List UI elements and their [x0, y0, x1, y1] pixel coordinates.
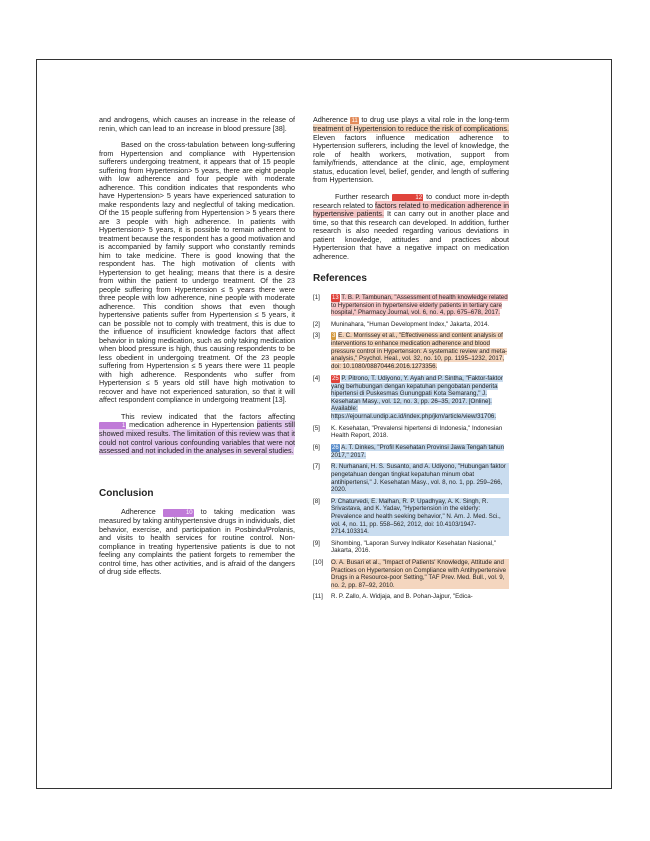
annotation-marker[interactable]: 12 — [392, 194, 423, 202]
right-column — [313, 116, 509, 605]
highlight-purple[interactable]: patients still showed mixed results. The limitation of this review was that it could not control various confounding variables that were not assessed and not included in the analyses in several studies. — [99, 420, 295, 455]
highlight-orange[interactable]: E. C. Morrissey et al., "Effectiveness and content analysis of interventions to enhance medication adherence and blood pressure control in Hypertension: A systematic review and meta-analysis," Psychol. Heal., vol. 32, no. 10, pp. 1195–1232, 2017, doi: 10.1080/08870446.2016.1273356. — [331, 332, 508, 371]
paragraph-further-research — [313, 193, 509, 262]
annotation-marker[interactable]: 25 — [332, 375, 339, 382]
annotation-marker[interactable]: 13 — [332, 294, 339, 301]
reference-item: [10] O. A. Busari et al., "Impact of Patients' Knowledge, Attitude and Practices on Hypertension on Compliance with Antihypertensive Drugs in a Resource-poor Setting," TAF Prev. Med. Bull., vol. 9, no. 2, pp. 87–92, 2010. — [313, 559, 509, 589]
highlight-red[interactable]: factors related to medication adherence in hypertensive patients. — [313, 200, 509, 218]
annotation-marker[interactable]: 11 — [351, 118, 358, 124]
research-text-a: Further research — [335, 191, 390, 201]
paragraph-review-limitation — [99, 413, 295, 456]
references-list — [313, 294, 509, 601]
highlight-blue[interactable]: R. Nurhanani, H. S. Susanto, and A. Udiyono, "Hubungan faktor pengetahuan dengan tingkat kepatuhan minum obat antihipertensi," J. Kesehatan Masy., vol. 8, no. 1, pp. 259–266, 2020. — [331, 463, 509, 493]
references-heading: References — [313, 273, 367, 284]
highlight-orange[interactable]: treatment of Hypertension to reduce the risk of complications. — [313, 124, 509, 133]
annotation-marker[interactable]: 1 — [99, 422, 126, 430]
reference-item: [2] Muninahara, "Human Development Index," Jakarta, 2014. — [313, 320, 490, 328]
research-text-b: to conduct more in-depth research related to — [313, 191, 509, 210]
reference-item: [6] 26 A. T. Dinkes, "Profil Kesehatan Provinsi Jawa Tengah tahun 2017," 2017. — [313, 443, 505, 459]
reference-item: [11] R. P. Zallo, A. Widjaja, and B. Pohan-Jajpur, "Edica- — [313, 593, 473, 601]
highlight-blue[interactable]: A. T. Dinkes, "Profil Kesehatan Provinsi Jawa Tengah tahun 2017," 2017. — [331, 443, 505, 459]
conclusion-heading: Conclusion — [99, 487, 154, 499]
highlight-red[interactable]: T. B. P. Tambunan, "Assessment of health knowledge related to Hypertension in hypertensive elderly patients in tertiary care hospital," Pharmacy Journal, vol. 6, no. 4, pp. 675–678, 2017. — [331, 293, 508, 317]
paragraph-androgens: and androgens, which causes an increase in the release of renin, which can lead to an increase in blood pressure [38]. — [99, 115, 295, 133]
reference-item: [1] 13 T. B. P. Tambunan, "Assessment of health knowledge related to Hypertension in hypertensive elderly patients in tertiary care hospital," Pharmacy Journal, vol. 6, no. 4, pp. 675–678, 2017. — [313, 293, 508, 317]
left-column — [99, 116, 295, 585]
review-text-b: medication adherence in Hypertension — [129, 420, 254, 429]
annotation-marker[interactable]: 26 — [332, 444, 339, 451]
highlight-blue[interactable]: P. Chaturvedi, E. Malhan, R. P. Upadhyay, A. K. Singh, R. Srivastava, and K. Yadav, "Hypertension in the elderly: Prevalence and health seeking behavior," N. Am. J. Med. Sci., vol. 4, no. 11, pp. 558–562, 2012, doi: 10.4103/1947-2714.103314. — [331, 498, 509, 536]
review-text-a: This review indicated that the factors affecting — [121, 411, 295, 421]
annotation-marker[interactable]: 10 — [163, 509, 194, 517]
reference-item: [7] R. Nurhanani, H. S. Susanto, and A. Udiyono, "Hubungan faktor pengetahuan dengan tingkat kepatuhan minum obat antihipertensi," J. Kesehatan Masy., vol. 8, no. 1, pp. 259–266, 2020. — [313, 463, 509, 493]
conclusion-text-b: to taking medication was measured by taking antihypertensive drugs in individuals, diet behavior, exercise, and participation in Posbindu/Prolanis, and visits to health services for routine control. Non-compliance in treating hypertensive patients is due to not feeling any complaints the patient forgets to remember the control time, has other activities, and is afraid of the dangers of drug side effects. — [99, 507, 295, 576]
reference-item: [9] Sihombing, "Laporan Survey Indikator Kesehatan Nasional," Jakarta, 2016. — [313, 539, 497, 555]
highlight-blue[interactable]: P. Pitrono, T. Udiyono, Y. Ayah and P. Sintha, "Faktor-faktor yang berhubungan dengan kepatuhan pengobatan penderita hipertensi di Puskesmas Gunungpati Kota Semarang," J. Kesehatan Masy., vol. 12, no. 3, pp. 26–35, 2017. [Online]. Available: https://ejournal.undip.ac.id/index.php/jkm/article/view/31706. — [331, 374, 503, 421]
research-text-c: It can carry out in another place and time, so that this research can developed. In addition, further research is also needed regarding various deviations in patient knowledge, attitudes and practices about Hypertension that have a negative impact on medication adherence. — [313, 209, 510, 261]
conclusion-text-a: Adherence — [121, 507, 156, 516]
annotation-marker[interactable]: 3 — [332, 333, 336, 340]
adherence-text-a: Adherence — [313, 115, 348, 124]
adherence-text-b: to drug use plays a vital role in the long-term — [361, 115, 509, 124]
paragraph-cross-tabulation: Based on the cross-tabulation between long-suffering from Hypertension and compliance with Hypertension sufferers undergoing treatment, it appears that of 15 people suffering from Hypertension> 5 years, there are eight people with low adherence and four people with moderate adherence. This condition indicates that respondents who have Hypertension> 5 years have experienced saturation to make respondents lazy and neglectful of taking medication. Of the 15 people suffering from Hypertension > 5 years there are 3 people with high adherence. In patients with Hypertension> 5 years, it is possible to remain adherent to treatment because the respondent has a good motivation and is accompanied by family support who constantly reminds him to take medicine. There is good knowing that the respondent has. The high motivation of clients with Hypertension to get healing; means that there is a desire from within the patient to undergo treatment. Of the 23 people suffering from Hypertension ≤ 5 years there were three people with low adherence, nine people with moderate adherence. This condition shows that even though hypertensive patients suffer from Hypertension ≤ 5 years, it can be possible not to comply with treatment, this is due to the influence of insufficient knowledge factors that affect behavior in taking medication, such as only taking medication when blood pressure is high, thus causing respondents to be less obedient in undergoing treatment. Of the 23 people suffering from Hypertension ≤ 5 years there were 11 people with high adherence. Respondents who suffer from Hypertension ≤ 5 years old still have high motivation to recover and have not experienced saturation, so that it will affect respondent compliance in undergoing treatment [13]. — [99, 140, 295, 404]
reference-item: [5] K. Kesehatan, "Prevalensi hipertensi di Indonesia," Indonesian Health Report, 2018. — [313, 424, 503, 440]
reference-item: [4] 25 P. Pitrono, T. Udiyono, Y. Ayah and P. Sintha, "Faktor-faktor yang berhubungan dengan kepatuhan pengobatan penderita hipertensi di Puskesmas Gunungpati Kota Semarang," J. Kesehatan Masy., vol. 12, no. 3, pp. 26–35, 2017. [Online]. Available: https://ejournal.undip.ac.id/index.php/jkm/article/view/31706. — [313, 374, 503, 421]
reference-item: [8] P. Chaturvedi, E. Malhan, R. P. Upadhyay, A. K. Singh, R. Srivastava, and K. Yadav, "Hypertension in the elderly: Prevalence and health seeking behavior," N. Am. J. Med. Sci., vol. 4, no. 11, pp. 558–562, 2012, doi: 10.4103/1947-2714.103314. — [313, 498, 509, 536]
highlight-orange[interactable]: O. A. Busari et al., "Impact of Patients' Knowledge, Attitude and Practices on Hypertension on Compliance with Antihypertensive Drugs in a Resource-poor Setting," TAF Prev. Med. Bull., vol. 9, no. 2, pp. 87–92, 2010. — [331, 559, 509, 589]
adherence-text-c: Eleven factors influence medication adherence to Hypertension sufferers, including the level of knowledge, the role of health workers, motivation, support from family/friends, attendance at the clinic, age, employment status, education level, belief, gender, and length of suffering from Hypertension. — [313, 132, 509, 184]
paragraph-adherence — [313, 116, 509, 185]
reference-item: [3] 3 E. C. Morrissey et al., "Effectiveness and content analysis of interventions to enhance medication adherence and blood pressure control in Hypertension: A systematic review and meta-analysis," Psychol. Heal., vol. 32, no. 10, pp. 1195–1232, 2017, doi: 10.1080/08870446.2016.1273356. — [313, 332, 508, 371]
paragraph-conclusion — [99, 508, 295, 577]
